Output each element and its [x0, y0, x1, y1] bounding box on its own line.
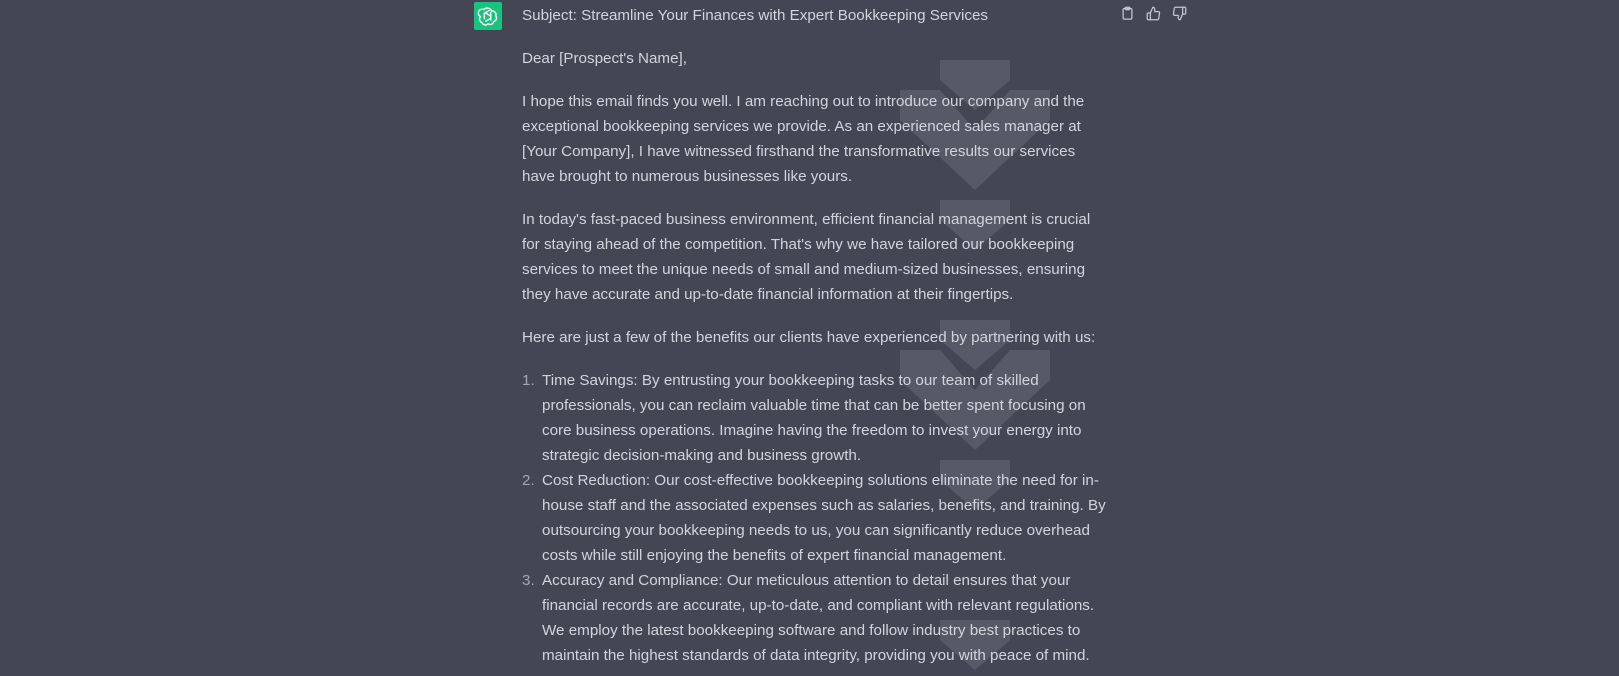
assistant-avatar	[474, 2, 502, 30]
list-item	[522, 468, 1112, 568]
thumbs-up-button[interactable]	[1144, 4, 1162, 22]
list-item-number: 3.	[522, 572, 535, 589]
list-item-text: Cost Reduction: Our cost-effective bookkeeping solutions eliminate the need for in-house staff and the associated expenses such as salaries, benefits, and training. By outsourcing your bookkeeping needs to us, you can significantly reduce overhead costs while still enjoying the benefits of expert financial management.	[542, 472, 1106, 564]
thumbs-down-button[interactable]	[1170, 4, 1188, 22]
list-item-number: 2.	[522, 472, 535, 489]
email-paragraph-environment: In today's fast-paced business environment, efficient financial management is crucial for staying ahead of the competition. That's why we have tailored our bookkeeping services to meet the unique needs of small and medium-sized businesses, ensuring they have accurate and up-to-date financial information at their fingertips.	[522, 211, 1091, 303]
list-item-text: Accuracy and Compliance: Our meticulous attention to detail ensures that your financial records are accurate, up-to-date, and compliant with relevant regulations. We employ the latest bookkeeping software and follow industry best practices to maintain the highest standards of data integrity, providing you with peace of mind.	[542, 572, 1095, 664]
list-item-text: Time Savings: By entrusting your bookkeeping tasks to our team of skilled professionals, you can reclaim valuable time that can be better spent focusing on core business operations. Imagine having the freedom to invest your energy into strategic decision-making and business growth.	[542, 372, 1086, 464]
assistant-message	[522, 0, 1112, 668]
list-item-number: 1.	[522, 372, 535, 389]
email-paragraph-intro: I hope this email finds you well. I am reaching out to introduce our company and the exceptional bookkeeping services we provide. As an experienced sales manager at [Your Company], I have witnessed firsthand the transformative results our services have brought to numerous businesses like yours.	[522, 93, 1085, 185]
thumbs-down-icon	[1172, 6, 1187, 21]
openai-logo-icon	[477, 5, 499, 27]
list-item	[522, 368, 1112, 468]
copy-button[interactable]	[1118, 4, 1136, 22]
email-greeting: Dear [Prospect's Name],	[522, 50, 687, 67]
email-subject: Subject: Streamline Your Finances with Expert Bookkeeping Services	[522, 7, 988, 24]
message-actions	[1118, 4, 1188, 22]
clipboard-icon	[1120, 6, 1135, 21]
thumbs-up-icon	[1146, 6, 1161, 21]
email-paragraph-benefits-intro: Here are just a few of the benefits our clients have experienced by partnering with us:	[522, 329, 1096, 346]
list-item	[522, 568, 1112, 668]
benefits-list	[522, 368, 1112, 668]
